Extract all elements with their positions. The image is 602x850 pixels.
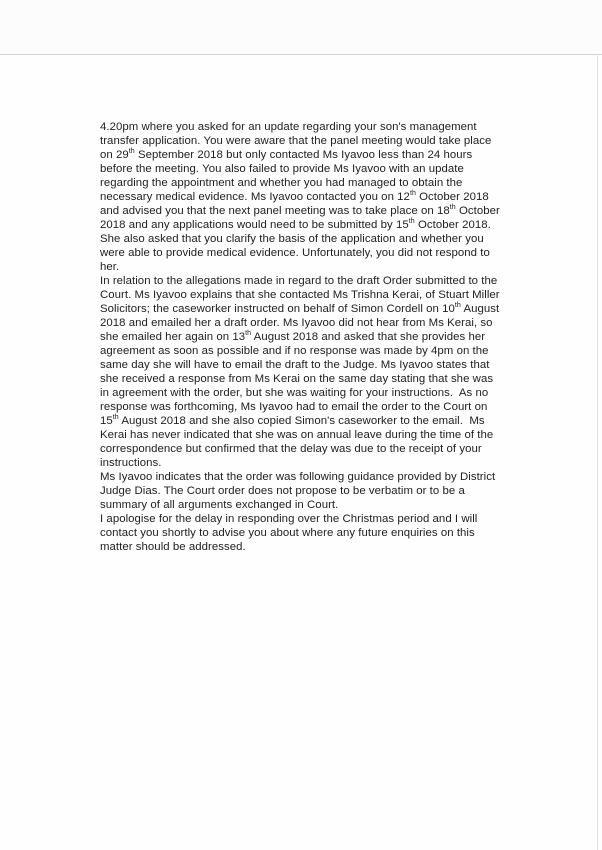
paragraph-draft-order-allegations: In relation to the allegations made in regard to the draft Order submitted to the Court. Ms Iyavoo explains that she contacted Ms Trishna Kerai, of Stuart Miller Solicitors; the caseworker instructed on behalf of Simon Cordell on 10th August 2018 and emailed her a draft order. Ms Iyavoo did not hear from Ms Kerai, so she emailed her again on 13th August 2018 and asked that she provides her agreement as soon as possible and if no response was made by 4pm on the same day she will have to email the draft to the Judge. Ms Iyavoo states that she received a response from Ms Kerai on the same day stating that she was in agreement with the order, but she was waiting for your instructions. As no response was forthcoming, Ms Iyavoo had to email the order to the Court on 15th August 2018 and she also copied Simon's caseworker to the email. Ms Kerai has never indicated that she was on annual leave during the time of the correspondence but confirmed that the delay was due to the receipt of your instructions. xyxy=(100,275,500,469)
letter-body xyxy=(100,120,572,554)
scan-top-edge-line xyxy=(0,54,602,55)
paragraph-panel-meeting-update: 4.20pm where you asked for an update regarding your son's management transfer application. You were aware that the panel meeting would take place on 29th September 2018 but only contacted Ms Iyavoo less than 24 hours before the meeting. You also failed to provide Ms Iyavoo with an update regarding the appointment and whether you had managed to obtain the necessary medical evidence. Ms Iyavoo contacted you on 12th October 2018 and advised you that the next panel meeting was to take place on 18th October 2018 and any applications would need to be submitted by 15th October 2018. She also asked that you clarify the basis of the application and whether you were able to provide medical evidence. Unfortunately, you did not respond to her. xyxy=(100,121,500,273)
scan-top-margin-strip xyxy=(0,0,602,54)
paragraph-court-order-guidance: Ms Iyavoo indicates that the order was following guidance provided by District Judge Dias. The Court order does not propose to be verbatim or to be a summary of all arguments exchanged in Court. xyxy=(100,471,496,511)
scan-right-edge-line xyxy=(597,54,598,850)
paragraph-apology-closing: I apologise for the delay in responding over the Christmas period and I will contact you shortly to advise you about where any future enquiries on this matter should be addressed. xyxy=(100,513,478,553)
